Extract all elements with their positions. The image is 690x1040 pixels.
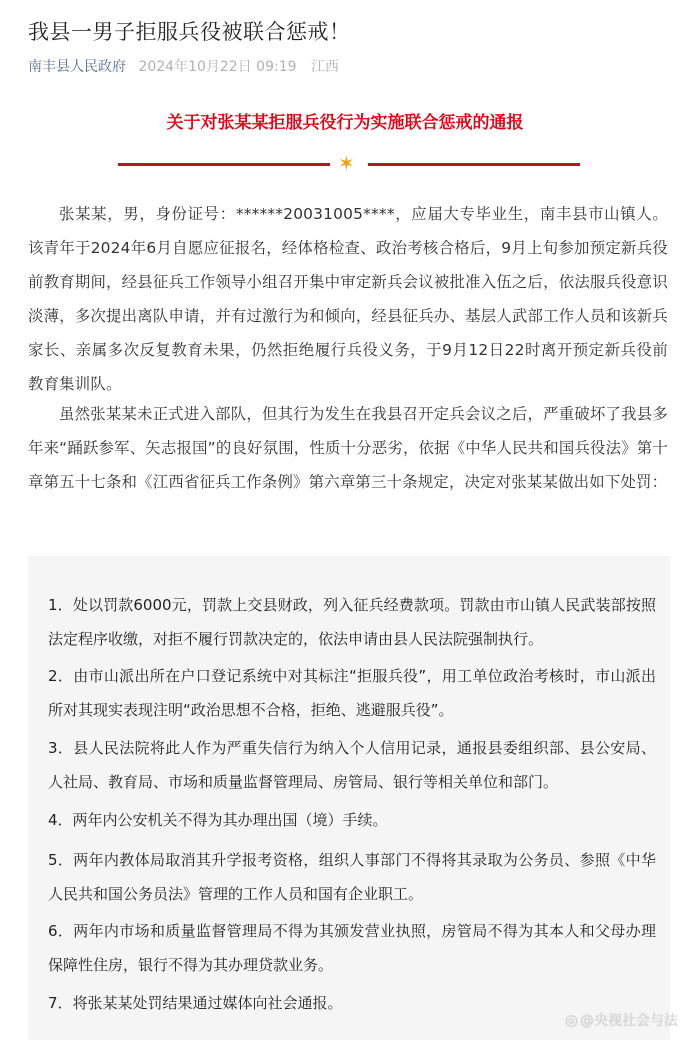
divider-line-right — [368, 163, 580, 166]
penalty-item: 3．县人民法院将此人作为严重失信行为纳入个人信用记录，通报县委组织部、县公安局、人社局、教育局、市场和质量监督管理局、房管局、银行等相关单位和部门。 — [48, 739, 656, 791]
body-paragraph: 虽然张某某未正式进入部队，但其行为发生在我县召开定兵会议之后，严重破坏了我县多年来“踊跃参军、矢志报国”的良好氛围，性质十分恶劣，依据《中华人民共和国兵役法》第十章第五十七条和《江西省征兵工作条例》第六章第三十条规定，决定对张某某做出如下处罚： — [28, 405, 668, 491]
penalty-item: 2．由市山派出所在户口登记系统中对其标注“拒服兵役”，用工单位政治考核时，市山派出所对其现实表现注明“政治思想不合格，拒绝、逃避服兵役”。 — [48, 667, 656, 719]
notice-headline: 关于对张某某拒服兵役行为实施联合惩戒的通报 — [166, 113, 524, 133]
star-icon: ✶ — [338, 151, 355, 175]
penalty-item: 7．将张某某处罚结果通过媒体向社会通报。 — [48, 994, 343, 1012]
source-watermark — [565, 1010, 678, 1030]
watermark-text: @央视社会与法 — [580, 1013, 678, 1029]
publish-date: 2024年10月22日 09:19 — [138, 59, 297, 75]
body-paragraph: 张某某，男，身份证号：******20031005****，应届大专毕业生，南丰县市山镇人。该青年于2024年6月自愿应征报名，经体格检查、政治考核合格后，9月上旬参加预定新兵役前教育期间，经县征兵工作领导小组召开集中审定新兵会议被批准入伍之后，依法服兵役意识淡薄，多次提出离队申请，并有过激行为和倾向，经县征兵办、基层人武部工作人员和该新兵家长、亲属多次反复教育未果，仍然拒绝履行兵役义务，于9月12日22时离开预定新兵役前教育集训队。 — [28, 205, 668, 393]
region-label: 江西 — [310, 59, 339, 75]
penalty-item: 1．处以罚款6000元，罚款上交县财政，列入征兵经费款项。罚款由市山镇人民武装部按照法定程序收缴，对拒不履行罚款决定的，依法申请由县人民法院强制执行。 — [48, 596, 656, 648]
weibo-icon: ◎ — [564, 1011, 578, 1029]
headline-divider — [0, 151, 690, 177]
article-meta — [28, 56, 339, 76]
penalty-item: 6．两年内市场和质量监督管理局不得为其颁发营业执照，房管局不得为其本人和父母办理保障性住房，银行不得为其办理贷款业务。 — [48, 922, 656, 974]
penalty-item: 4．两年内公安机关不得为其办理出国（境）手续。 — [48, 811, 388, 829]
article-title: 我县一男子拒服兵役被联合惩戒！ — [28, 20, 351, 44]
author-link[interactable]: 南丰县人民政府 — [28, 59, 126, 75]
penalty-item: 5．两年内教体局取消其升学报考资格，组织人事部门不得将其录取为公务员、参照《中华人民共和国公务员法》管理的工作人员和国有企业职工。 — [48, 851, 656, 903]
divider-line-left — [118, 163, 330, 166]
